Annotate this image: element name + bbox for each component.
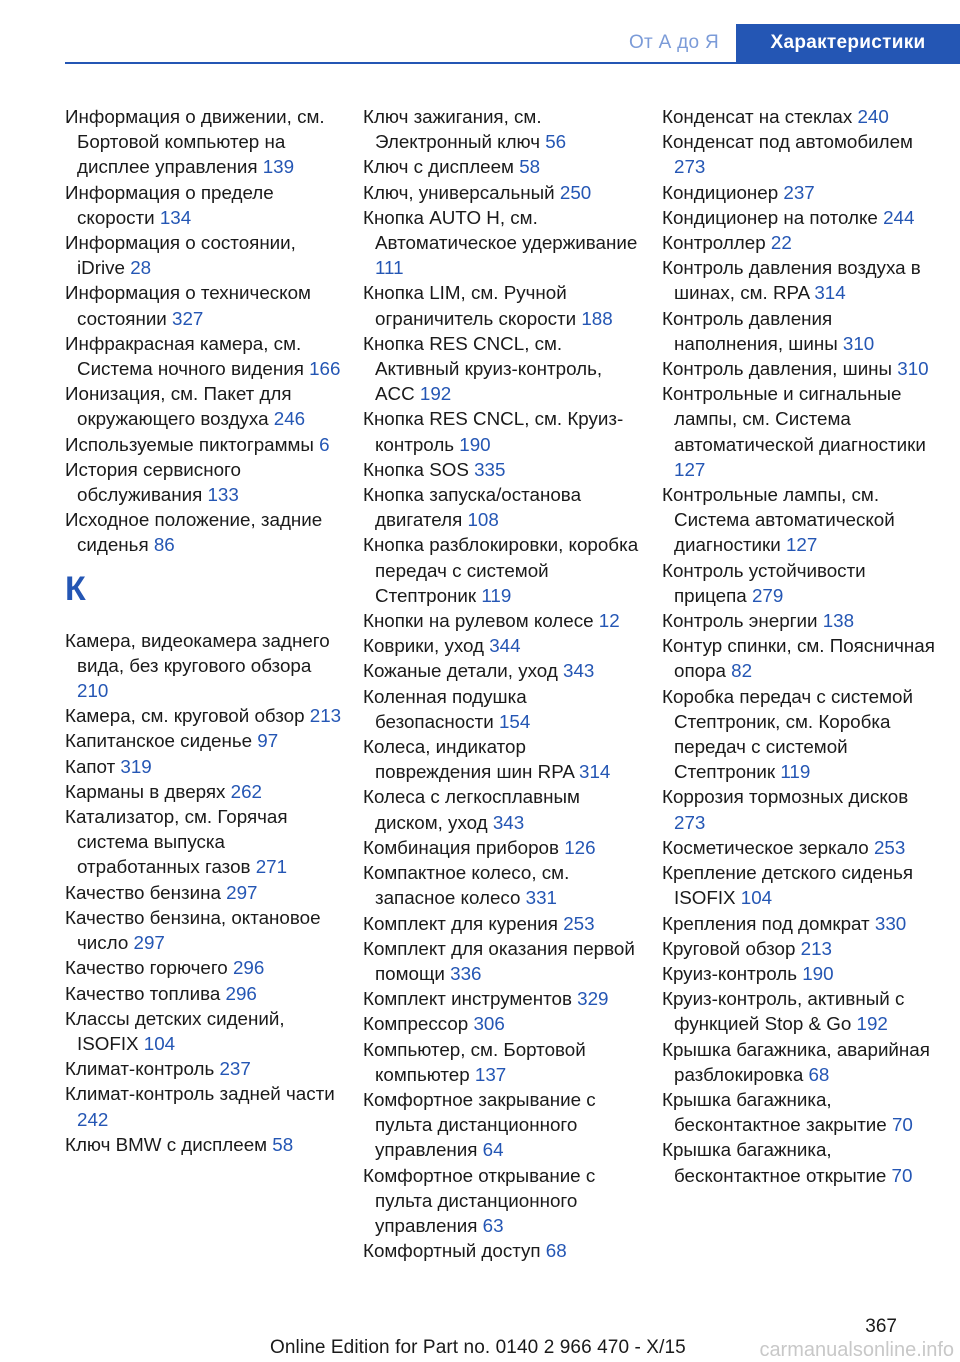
- page-link[interactable]: 192: [419, 383, 452, 405]
- index-column-2: [363, 104, 643, 1263]
- index-entry: [363, 280, 643, 330]
- index-entry-text: Ионизация, см. Пакет для окружающего воздуха: [65, 383, 292, 430]
- page-link[interactable]: 296: [225, 982, 257, 1004]
- index-entry-text: Компрессор: [363, 1013, 474, 1035]
- index-column-3: [662, 104, 942, 1188]
- index-entry-text: Кнопка LIM, см. Ручной ограничитель скорости: [363, 282, 582, 329]
- page-link[interactable]: 273: [674, 811, 706, 833]
- index-entry-text: Комфортное закрывание с пульта дистанционного управления: [363, 1088, 596, 1161]
- index-entry-text: Коврики, уход: [363, 635, 490, 657]
- index-entry-text: Конденсат на стеклах: [662, 106, 858, 127]
- page-link[interactable]: 297: [226, 881, 258, 903]
- page-link[interactable]: 63: [482, 1214, 504, 1236]
- index-entry: [662, 104, 942, 129]
- index-entry: [65, 754, 345, 779]
- index-entry-text: Информация о техническом состоянии: [65, 282, 311, 329]
- index-entry: [65, 104, 345, 180]
- index-entry: [65, 905, 345, 955]
- page-link[interactable]: 253: [873, 836, 906, 858]
- page-link[interactable]: 127: [785, 534, 818, 556]
- page-link[interactable]: 70: [891, 1114, 913, 1136]
- index-entry: [363, 406, 643, 456]
- page-link[interactable]: 306: [473, 1013, 505, 1035]
- page-link[interactable]: 296: [232, 957, 265, 979]
- index-entry: [662, 911, 942, 936]
- index-entry-text: Капитанское сиденье: [65, 730, 258, 752]
- page-link[interactable]: 22: [770, 232, 792, 254]
- index-entry: [662, 936, 942, 961]
- index-entry-text: Контрольные лампы, см. Система автоматической диагностики: [662, 484, 895, 556]
- index-entry: [363, 104, 643, 154]
- page-link[interactable]: 297: [133, 932, 165, 954]
- page-link[interactable]: 210: [77, 680, 109, 702]
- index-entry: [65, 331, 345, 381]
- index-entry-text: Кнопка RES CNCL, см. Активный круиз-контроль, ACC: [363, 332, 603, 405]
- index-entry-text: Круиз-контроль: [662, 962, 803, 984]
- index-entry: [662, 1087, 942, 1137]
- index-entry-text: Колеса, индикатор повреждения шин RPA: [363, 736, 580, 783]
- page-link[interactable]: 68: [545, 1240, 567, 1262]
- index-entry: [65, 880, 345, 905]
- index-entry-text: Кнопка запуска/останова двигателя: [363, 484, 582, 531]
- index-entry-text: Колеса с легкосплавным диском, уход: [363, 786, 580, 833]
- index-entry-text: Инфракрасная камера, см. Система ночного видения: [65, 332, 310, 380]
- page-link[interactable]: 119: [780, 761, 811, 783]
- index-entry-text: Кондиционер на потолке: [662, 206, 884, 228]
- page-link[interactable]: 137: [474, 1063, 507, 1085]
- page-link[interactable]: 213: [800, 937, 833, 959]
- section-letter-k: К: [65, 569, 86, 608]
- index-entry: [65, 779, 345, 804]
- index-entry: [363, 331, 643, 407]
- index-entry: [65, 981, 345, 1006]
- index-entry: [662, 835, 942, 860]
- page-link[interactable]: 344: [489, 635, 521, 657]
- index-entry: [363, 457, 643, 482]
- page-link[interactable]: 139: [262, 156, 295, 178]
- index-entry: [65, 728, 345, 753]
- page-link[interactable]: 244: [883, 206, 915, 228]
- index-entry: [662, 381, 942, 482]
- section-tab[interactable]: Характеристики: [736, 24, 960, 62]
- page-link[interactable]: 327: [172, 307, 204, 329]
- page-link[interactable]: 310: [897, 358, 929, 380]
- index-entry: [363, 911, 643, 936]
- page-link[interactable]: 104: [740, 887, 773, 909]
- page-link[interactable]: 133: [207, 484, 239, 506]
- index-entry: [65, 703, 345, 728]
- page-link[interactable]: 310: [842, 332, 875, 354]
- page-link[interactable]: 68: [808, 1063, 830, 1085]
- page-link[interactable]: 127: [674, 458, 706, 480]
- page-link[interactable]: 134: [159, 206, 192, 228]
- page-link[interactable]: 154: [498, 710, 531, 732]
- edition-text: Online Edition for Part no. 0140 2 966 470 - X/15: [270, 1337, 686, 1358]
- index-entry: [65, 1081, 345, 1131]
- index-group-i: [65, 104, 345, 558]
- index-entry: [662, 860, 942, 910]
- index-entry-text: Контроллер: [662, 232, 771, 254]
- index-entry: [363, 936, 643, 986]
- index-entry: [65, 507, 345, 557]
- index-entry: [363, 1037, 643, 1087]
- index-entry-text: Комплект для курения: [363, 912, 564, 934]
- index-entry-text: Камера, см. круговой обзор: [65, 705, 310, 727]
- index-entry-text: Контроль энергии: [662, 610, 823, 632]
- page-link[interactable]: 237: [783, 181, 815, 203]
- index-entry-text: Контроль устойчивости прицепа: [662, 559, 866, 606]
- page-link[interactable]: 138: [822, 610, 855, 632]
- index-entry-text: Комфортный доступ: [363, 1240, 546, 1262]
- page-link[interactable]: 82: [731, 660, 753, 682]
- index-entry: [65, 432, 345, 457]
- index-entry: [662, 684, 942, 785]
- page-link[interactable]: 119: [481, 584, 512, 606]
- index-entry: [363, 205, 643, 281]
- index-entry-text: Контроль давления, шины: [662, 358, 898, 380]
- page-link[interactable]: 329: [577, 988, 609, 1010]
- index-entry-text: Используемые пиктограммы: [65, 433, 320, 455]
- index-entry: [363, 784, 643, 834]
- index-entry: [363, 1087, 643, 1163]
- index-entry: [65, 1132, 345, 1157]
- index-entry: [662, 129, 942, 179]
- index-entry: [662, 986, 942, 1036]
- index-entry-text: Кнопка разблокировки, коробка передач с системой Стептроник: [363, 534, 639, 606]
- index-entry-text: Ключ зажигания, см. Электронный ключ: [363, 106, 546, 153]
- index-entry-text: Крышка багажника, бесконтактное открытие: [662, 1139, 892, 1186]
- index-entry-text: Качество бензина: [65, 881, 227, 903]
- index-entry: [363, 860, 643, 910]
- index-entry-text: Кнопка RES CNCL, см. Круиз-контроль: [363, 408, 624, 455]
- index-entry: [65, 628, 345, 704]
- page-link[interactable]: 253: [563, 912, 595, 934]
- page-link[interactable]: 12: [598, 610, 620, 632]
- index-entry: [363, 734, 643, 784]
- index-entry-text: Ключ BMW с дисплеем: [65, 1133, 273, 1155]
- index-entry: [363, 658, 643, 683]
- page-link[interactable]: 335: [474, 458, 506, 480]
- page-link[interactable]: 271: [255, 856, 288, 878]
- index-entry: [65, 457, 345, 507]
- index-entry: [662, 784, 942, 834]
- index-entry-text: Классы детских сидений, ISOFIX: [65, 1007, 285, 1054]
- page-link[interactable]: 104: [143, 1032, 176, 1054]
- index-entry: [662, 482, 942, 558]
- index-entry-text: История сервисного обслуживания: [65, 458, 241, 506]
- index-entry-text: Компьютер, см. Бортовой компьютер: [363, 1038, 586, 1085]
- header-rule: [65, 62, 960, 64]
- index-entry: [363, 835, 643, 860]
- index-entry-text: Крепление детского сиденья ISOFIX: [662, 862, 914, 909]
- page-link[interactable]: 190: [459, 433, 491, 455]
- page-link[interactable]: 166: [309, 358, 341, 380]
- index-entry: [662, 205, 942, 230]
- index-entry-text: Кнопка AUTO H, см. Автоматическое удерживание: [363, 206, 638, 254]
- index-entry-text: Крышка багажника, аварийная разблокировка: [662, 1038, 930, 1085]
- index-entry-text: Комбинация приборов: [363, 836, 565, 858]
- index-entry-text: Информация о движении, см. Бортовой компьютер на дисплее управления: [65, 106, 325, 178]
- index-entry: [65, 955, 345, 980]
- page-link[interactable]: 86: [153, 534, 175, 556]
- index-entry: [363, 180, 643, 205]
- index-entry-text: Комфортное открывание с пульта дистанционного управления: [363, 1164, 596, 1236]
- index-entry-text: Климат-контроль задней части: [65, 1083, 335, 1105]
- index-entry-text: Контроль давления наполнения, шины: [662, 307, 843, 354]
- index-entry-text: Кнопки на рулевом колесе: [363, 610, 599, 632]
- index-entry-text: Кожаные детали, уход: [363, 660, 563, 682]
- page-footer: [0, 1337, 960, 1362]
- index-entry: [65, 180, 345, 230]
- index-entry: [65, 1056, 345, 1081]
- page-link[interactable]: 331: [525, 887, 558, 909]
- index-entry-text: Исходное положение, задние сиденья: [65, 509, 323, 556]
- page-link[interactable]: 250: [559, 181, 592, 203]
- index-entry: [65, 381, 345, 431]
- page-link[interactable]: 279: [751, 584, 784, 606]
- index-entry-text: Комплект инструментов: [363, 988, 578, 1010]
- page-link[interactable]: 246: [273, 408, 306, 430]
- index-entry-text: Климат-контроль: [65, 1058, 220, 1080]
- index-entry-text: Катализатор, см. Горячая система выпуска отработанных газов: [65, 806, 288, 878]
- page-link[interactable]: 28: [130, 257, 152, 279]
- index-entry-text: Контур спинки, см. Поясничная опора: [662, 635, 935, 682]
- index-entry: [65, 230, 345, 280]
- page-number: 367: [865, 1316, 897, 1337]
- index-entry-text: Информация о состоянии, iDrive: [65, 232, 296, 279]
- index-entry-text: Коррозия тормозных дисков: [662, 786, 909, 808]
- index-entry: [662, 230, 942, 255]
- index-entry-text: Информация о пределе скорости: [65, 181, 274, 228]
- page-link[interactable]: 262: [230, 780, 263, 802]
- index-entry: [662, 356, 942, 381]
- index-entry: [65, 280, 345, 330]
- index-entry-text: Компактное колесо, см. запасное колесо: [363, 862, 570, 909]
- page-link[interactable]: 58: [519, 156, 541, 178]
- page-link[interactable]: 213: [309, 705, 342, 727]
- watermark: carmanualsonline.info: [759, 1339, 954, 1361]
- index-entry-text: Крепления под домкрат: [662, 912, 875, 934]
- index-entry: [65, 1006, 345, 1056]
- page-link[interactable]: 188: [581, 307, 613, 329]
- index-entry: [363, 986, 643, 1011]
- page-link[interactable]: 314: [579, 761, 611, 783]
- page-header: [0, 24, 960, 62]
- index-entry-text: Крышка багажника, бесконтактное закрытие: [662, 1088, 892, 1136]
- index-entry-text: Косметическое зеркало: [662, 836, 874, 858]
- page-link[interactable]: 330: [874, 912, 907, 934]
- index-group-col2: [363, 104, 643, 1263]
- page-link[interactable]: 97: [257, 730, 279, 752]
- index-column-1: [65, 104, 345, 1157]
- page-link[interactable]: 240: [857, 106, 889, 127]
- index-entry: [65, 804, 345, 880]
- page-link[interactable]: 319: [120, 755, 152, 777]
- index-entry: [662, 608, 942, 633]
- index-entry: [662, 306, 942, 356]
- index-entry: [363, 1163, 643, 1239]
- page-link[interactable]: 192: [856, 1013, 888, 1035]
- index-entry-text: Конденсат под автомобилем: [662, 131, 913, 153]
- page-link[interactable]: 58: [272, 1133, 294, 1155]
- index-entry: [363, 684, 643, 734]
- index-entry-text: Качество горючего: [65, 957, 233, 979]
- index-entry: [363, 608, 643, 633]
- index-entry: [662, 180, 942, 205]
- index-entry-text: Камера, видеокамера заднего вида, без кругового обзора: [65, 629, 330, 676]
- page-link[interactable]: 108: [467, 509, 499, 531]
- index-entry-text: Круиз-контроль, активный с функцией Stop & Go: [662, 988, 905, 1035]
- page-link[interactable]: 273: [674, 156, 706, 178]
- index-entry-text: Кнопка SOS: [363, 458, 475, 480]
- index-entry: [363, 1238, 643, 1263]
- index-entry-text: Контроль давления воздуха в шинах, см. RPA: [662, 257, 921, 304]
- page-link[interactable]: 6: [319, 433, 330, 455]
- index-entry: [363, 633, 643, 658]
- index-entry-text: Коробка передач с системой Стептроник, см. Коробка передач с системой Стептроник: [662, 685, 913, 783]
- page-link[interactable]: 126: [564, 836, 596, 858]
- index-entry: [662, 255, 942, 305]
- page-link[interactable]: 343: [492, 811, 525, 833]
- page-link[interactable]: 190: [802, 962, 834, 984]
- index-entry: [662, 558, 942, 608]
- index-entry: [363, 532, 643, 608]
- index-entry: [662, 1137, 942, 1187]
- page-link[interactable]: 343: [563, 660, 595, 682]
- index-entry: [363, 154, 643, 179]
- index-entry: [363, 1011, 643, 1036]
- page-link[interactable]: 56: [545, 131, 567, 153]
- index-entry-text: Круговой обзор: [662, 937, 801, 959]
- index-entry-text: Комплект для оказания первой помощи: [363, 937, 635, 984]
- index-entry-text: Ключ с дисплеем: [363, 156, 520, 178]
- index-entry-text: Контрольные и сигнальные лампы, см. Система автоматической диагностики: [662, 383, 926, 455]
- index-group-col3: [662, 104, 942, 1188]
- index-entry-text: Кондиционер: [662, 181, 784, 203]
- page-link[interactable]: 242: [77, 1108, 109, 1130]
- index-entry: [363, 482, 643, 532]
- index-group-k: [65, 628, 345, 1157]
- page-link[interactable]: 237: [219, 1058, 251, 1080]
- index-entry-text: Ключ, универсальный: [363, 181, 560, 203]
- page-link[interactable]: 336: [450, 962, 482, 984]
- index-entry-text: Капот: [65, 755, 121, 777]
- index-entry-text: Качество топлива: [65, 982, 226, 1004]
- page-link[interactable]: 70: [891, 1164, 913, 1186]
- index-entry: [662, 633, 942, 683]
- page-link[interactable]: 111: [375, 257, 404, 279]
- index-entry-text: Качество бензина, октановое число: [65, 906, 321, 954]
- page-link[interactable]: 64: [482, 1139, 504, 1161]
- index-entry: [662, 1037, 942, 1087]
- alphabet-tab[interactable]: От А до Я: [628, 32, 720, 53]
- index-entry-text: Карманы в дверях: [65, 780, 231, 802]
- index-entry-text: Коленная подушка безопасности: [363, 685, 527, 732]
- index-entry: [662, 961, 942, 986]
- page-link[interactable]: 314: [814, 282, 846, 304]
